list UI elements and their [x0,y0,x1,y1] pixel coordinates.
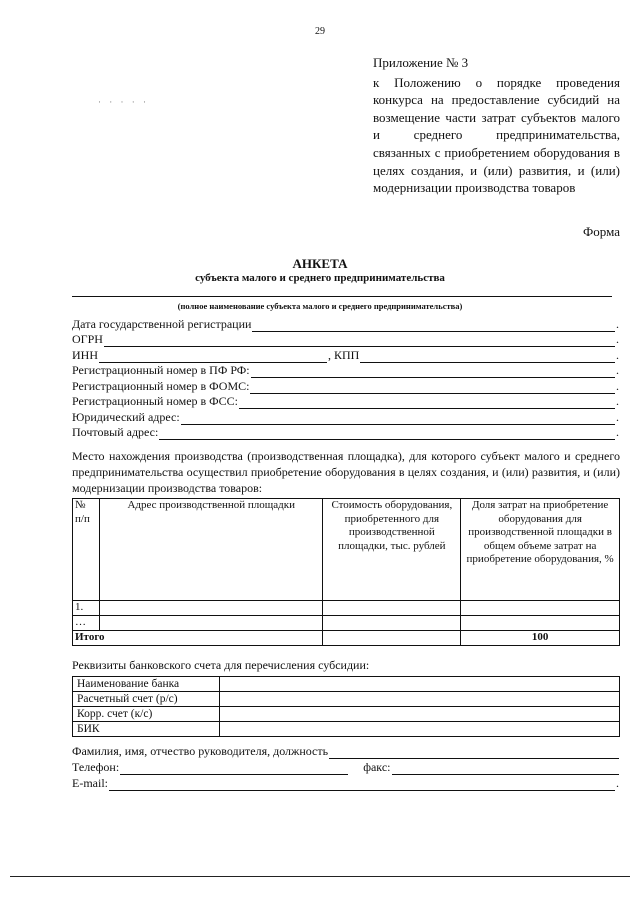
corr-account-input[interactable] [220,707,620,722]
bank-row [73,707,620,722]
reg-date-input[interactable] [252,321,615,332]
field-label: Регистрационный номер в ПФ РФ: [72,363,250,377]
document-title: АНКЕТА [292,256,348,271]
director-input[interactable] [329,748,619,759]
field-reg-date: Дата государственной регистрации . [72,316,619,331]
col-share-header: Доля затрат на приобретение оборудования для производственной площадки в общем объеме затрат на приобретение оборудования, % [461,499,620,601]
field-label: Регистрационный номер в ФСС: [72,394,239,408]
inn-input[interactable] [99,352,327,363]
field-legal-address: Юридический адрес: . [72,409,619,424]
table-cell: … [73,616,100,631]
fss-input[interactable] [239,398,615,409]
field-label: E-mail: [72,776,108,790]
field-label: Почтовый адрес: [72,425,159,439]
total-label: Итого [73,631,323,646]
bank-row-label: БИК [73,722,220,737]
production-table [72,498,620,646]
fax-input[interactable] [392,764,620,775]
field-fss: Регистрационный номер в ФСС: . [72,394,619,408]
col-number-header: № п/п [73,499,100,601]
account-input[interactable] [220,692,620,707]
field-ogrn: ОГРН . [72,332,619,346]
appendix-title: Приложение № 3 [373,55,469,70]
legal-address-input[interactable] [181,414,615,425]
document-subtitle: субъекта малого и среднего предпринимательства [195,272,445,284]
total-cost-cell[interactable] [323,631,461,646]
form-label: Форма [583,224,620,239]
field-pf: Регистрационный номер в ПФ РФ: . [72,363,619,377]
bik-input[interactable] [220,722,620,737]
table-total-row [73,631,620,646]
bank-section-title: Реквизиты банковского счета для перечисления субсидии: [72,658,370,672]
total-share-value: 100 [461,631,620,646]
bank-row-label: Корр. счет (к/с) [73,707,220,722]
field-inn-kpp: ИНН , КПП . [72,347,619,362]
table-header-row [73,499,620,601]
table-cell: 1. [73,601,100,616]
table-cell[interactable] [99,616,322,631]
bank-name-input[interactable] [220,677,620,692]
bank-row [73,677,620,692]
field-foms: Регистрационный номер в ФОМС: . [72,378,619,393]
col-address-header: Адрес производственной площадки [99,499,322,601]
postal-address-input[interactable] [159,429,615,440]
appendix-text: к Положению о порядке проведения конкурса на предоставление субсидий на возмещение части затрат субъектов малого и среднего предпринимательства, связанных с приобретением оборудования в целях создания, и (или) развития, и (или) модернизации производства товаров [373,74,620,196]
field-phone-fax [72,759,620,775]
col-cost-header: Стоимость оборудования, приобретенного для производственной площадки, тыс. рублей [323,499,461,601]
scan-artifact: · · · · · [98,97,149,107]
page-number: 29 [315,26,325,37]
field-label: Фамилия, имя, отчество руководителя, должность [72,744,329,758]
bank-row-label: Расчетный счет (р/с) [73,692,220,707]
field-email: E-mail: . [72,776,619,790]
field-postal-address: Почтовый адрес: . [72,425,619,439]
contacts-block [72,743,620,791]
field-label: Юридический адрес: [72,409,180,424]
table-cell[interactable] [99,601,322,616]
field-label: Телефон: [72,760,120,774]
field-label: ОГРН [72,332,103,346]
bank-row [73,692,620,707]
field-label: Регистрационный номер в ФОМС: [72,378,250,393]
ogrn-input[interactable] [104,336,615,347]
company-name-line[interactable] [72,296,612,297]
field-label: Дата государственной регистрации [72,316,252,331]
field-label: факс: [363,760,391,774]
appendix-block [373,54,620,197]
table-cell[interactable] [323,601,461,616]
production-paragraph: Место нахождения производства (производственная площадка), для которого субъект малого и среднего предпринимательства осуществил приобретение оборудования в целях создания, и (или) развития, и (или) модернизации производства товаров: [72,449,620,495]
table-cell[interactable] [461,601,620,616]
field-label: ИНН [72,347,98,362]
bank-table [72,676,620,737]
bank-row-label: Наименование банка [73,677,220,692]
table-row [73,616,620,631]
table-cell[interactable] [323,616,461,631]
pf-input[interactable] [251,367,615,378]
field-label: , КПП [328,347,360,362]
bank-row [73,722,620,737]
page-bottom-rule [10,876,630,877]
kpp-input[interactable] [360,352,615,363]
phone-input[interactable] [120,764,348,775]
email-input[interactable] [109,780,615,791]
table-cell[interactable] [461,616,620,631]
registration-fields [72,316,620,440]
company-name-caption: (полное наименование субъекта малого и среднего предпринимательства) [177,301,463,311]
field-director [72,743,620,759]
table-row [73,601,620,616]
foms-input[interactable] [250,383,615,394]
